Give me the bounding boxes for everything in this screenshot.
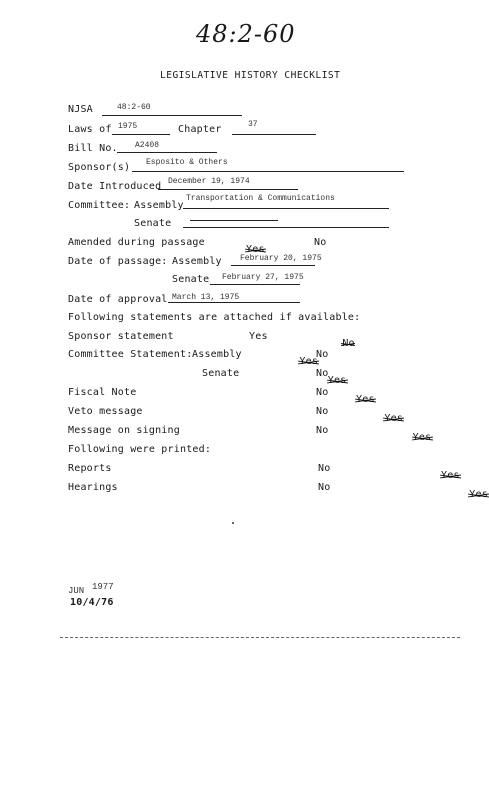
amended-no: No [314, 237, 327, 248]
committee-senate-strike [190, 220, 278, 221]
date-of-passage-label: Date of passage: [68, 256, 168, 267]
veto-message-yes: Yes [384, 413, 404, 424]
sponsor-statement-label: Sponsor statement [68, 331, 174, 342]
amended-label: Amended during passage [68, 237, 205, 248]
reports-no: No [318, 463, 331, 474]
njsa-label: NJSA [68, 104, 93, 115]
chapter-value: 37 [248, 120, 258, 129]
committee-statement-label: Committee Statement: [68, 349, 193, 360]
passage-senate-line [210, 284, 300, 285]
veto-message-label: Veto message [68, 406, 143, 417]
stamp-year: 1977 [92, 582, 114, 592]
bill-no-line [117, 152, 217, 153]
statements-heading: Following statements are attached if available: [68, 312, 361, 323]
sponsors-value: Esposito & Others [146, 158, 228, 167]
committee-statement-assembly-yes: Yes [299, 356, 319, 367]
date-of-approval-value: March 13, 1975 [172, 293, 240, 302]
stamp-date: 10/4/76 [70, 597, 114, 608]
njsa-value: 48:2-60 [117, 103, 151, 112]
committee-statement-assembly-label: Assembly [192, 349, 242, 360]
stamp-month: JUN [68, 586, 85, 596]
reports-label: Reports [68, 463, 112, 474]
page-title: LEGISLATIVE HISTORY CHECKLIST [160, 70, 341, 81]
fiscal-note-label: Fiscal Note [68, 387, 137, 398]
committee-assembly-value: Transportation & Communications [186, 194, 335, 203]
committee-statement-senate-yes: Yes [327, 375, 347, 386]
date-introduced-label: Date Introduced [68, 181, 162, 192]
laws-of-value: 1975 [118, 122, 138, 131]
sponsors-label: Sponsor(s) [68, 162, 131, 173]
date-of-approval-line [168, 302, 300, 303]
stray-mark [232, 522, 234, 524]
passage-assembly-line [231, 265, 315, 266]
printed-heading: Following were printed: [68, 444, 212, 455]
chapter-label: Chapter [178, 124, 222, 135]
committee-assembly-label: Assembly [134, 200, 184, 211]
committee-assembly-line [183, 208, 389, 209]
sponsor-statement-yes: Yes [249, 331, 268, 342]
fiscal-note-no: No [316, 387, 329, 398]
passage-senate-label: Senate [172, 274, 210, 285]
passage-assembly-value: February 20, 1975 [240, 254, 322, 263]
committee-label: Committee: [68, 200, 131, 211]
date-of-approval-label: Date of approval [68, 294, 168, 305]
reports-yes: Yes [440, 470, 460, 481]
hearings-yes: Yes [469, 489, 488, 500]
committee-statement-senate-label: Senate [202, 368, 240, 379]
passage-assembly-label: Assembly [172, 256, 222, 267]
sponsors-line [132, 171, 404, 172]
date-introduced-value: December 19, 1974 [168, 177, 250, 186]
message-on-signing-no: No [316, 425, 329, 436]
bill-no-value: A2408 [135, 141, 160, 150]
hearings-no: No [318, 482, 331, 493]
hearings-label: Hearings [68, 482, 118, 493]
handwritten-statute-number: 48:2-60 [196, 20, 296, 48]
bill-no-label: Bill No. [68, 143, 118, 154]
njsa-line [102, 115, 242, 116]
committee-senate-label: Senate [134, 218, 172, 229]
passage-senate-value: February 27, 1975 [222, 273, 304, 282]
laws-of-line [112, 134, 170, 135]
amended-yes: Yes [246, 244, 265, 255]
scan-dashed-line [60, 637, 460, 638]
sponsor-statement-no: No [342, 338, 355, 349]
committee-statement-senate-no: No [316, 368, 329, 379]
committee-statement-assembly-no: No [316, 349, 329, 360]
message-on-signing-label: Message on signing [68, 425, 180, 436]
laws-of-label: Laws of [68, 124, 112, 135]
fiscal-note-yes: Yes [356, 394, 375, 405]
date-introduced-line [158, 189, 298, 190]
committee-senate-line [183, 227, 389, 228]
veto-message-no: No [316, 406, 329, 417]
chapter-line [232, 134, 316, 135]
message-on-signing-yes: Yes [412, 432, 432, 443]
